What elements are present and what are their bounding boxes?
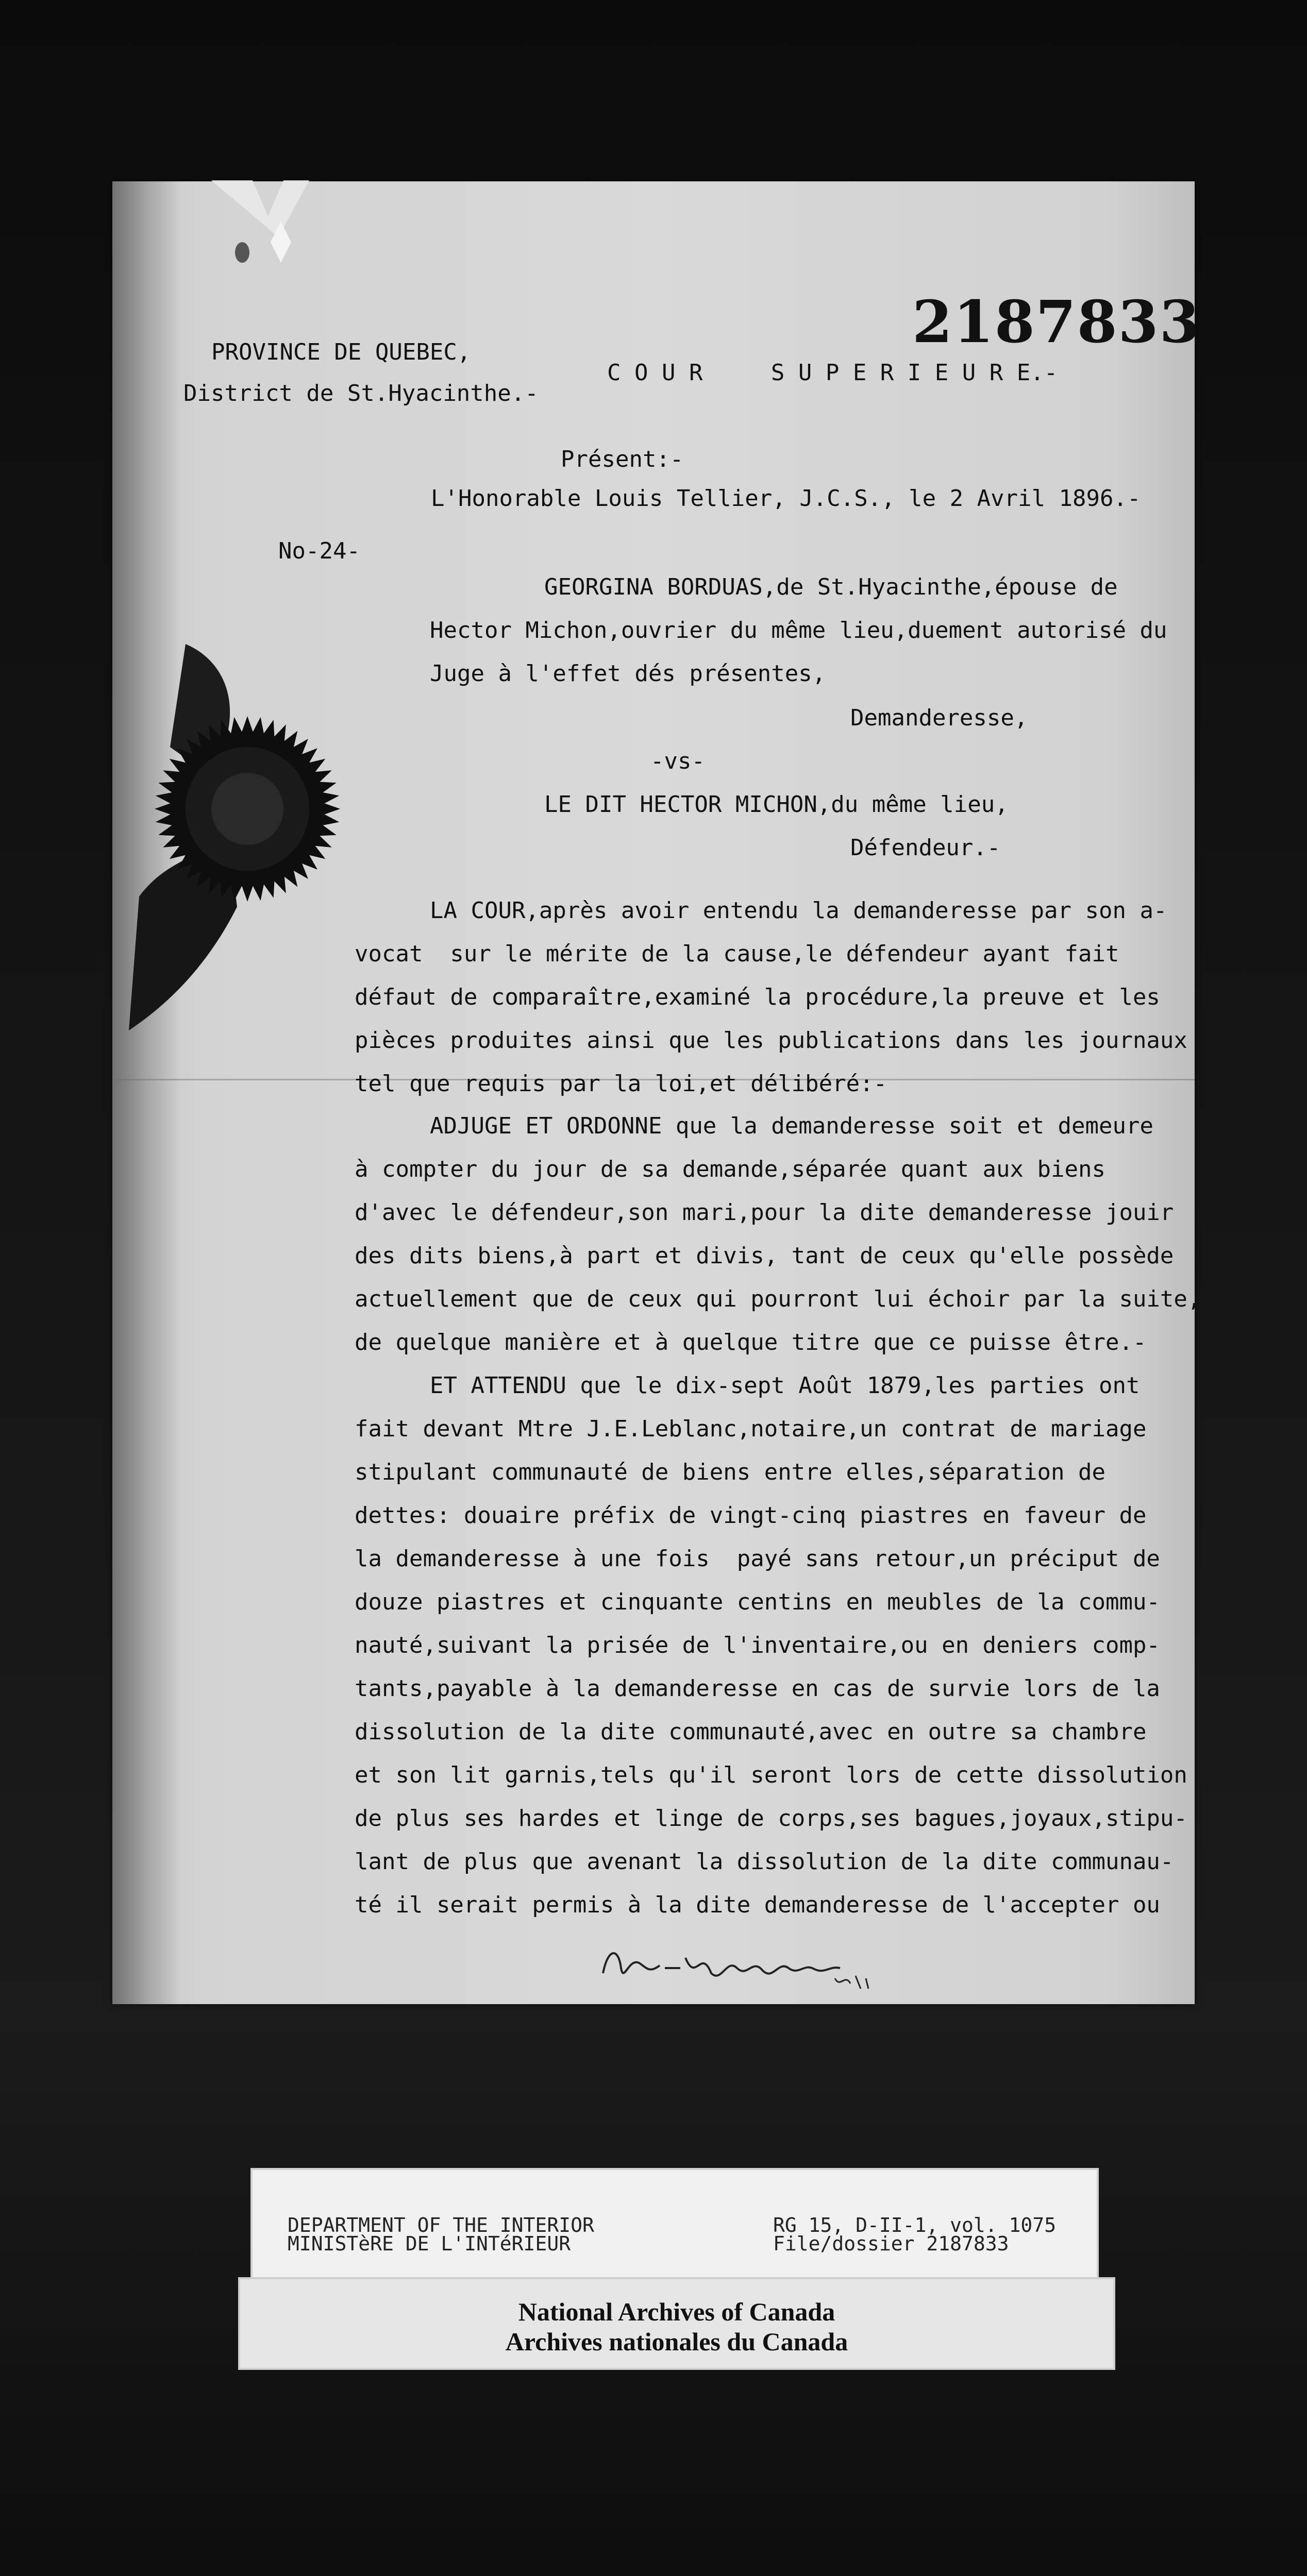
body-line: tants,payable à la demanderesse en cas de survie lors de la (355, 1675, 1160, 1702)
party-line-3: Juge à l'effet dés présentes, (430, 660, 826, 687)
body-line: nauté,suivant la prisée de l'inventaire,ou en deniers comp- (355, 1632, 1160, 1658)
handwritten-signature (598, 1937, 928, 1994)
record-group-reference: RG 15, D-II-1, vol. 1075 (773, 2214, 1057, 2236)
body-line: la demanderesse à une fois payé sans retour,un préciput de (355, 1546, 1160, 1572)
body-line: à compter du jour de sa demande,séparée quant aux biens (355, 1156, 1105, 1182)
body-line: stipulant communauté de biens entre elles,séparation de (355, 1459, 1105, 1485)
body-line: té il serait permis à la dite demanderesse de l'accepter ou (355, 1892, 1160, 1918)
body-line: vocat sur le mérite de la cause,le défendeur ayant fait (355, 941, 1119, 967)
body-line: de quelque manière et à quelque titre que ce puisse être.- (355, 1329, 1147, 1355)
party-line-2: Hector Michon,ouvrier du même lieu,duement autorisé du (430, 617, 1167, 643)
file-reference: File/dossier 2187833 (773, 2232, 1009, 2255)
body-line: douze piastres et cinquante centins en meubles de la commu- (355, 1589, 1160, 1615)
body-line: des dits biens,à part et divis, tant de ceux qu'elle possède (355, 1243, 1174, 1269)
body-line: lant de plus que avenant la dissolution de la dite communau- (355, 1849, 1174, 1875)
province-header: PROVINCE DE QUEBEC, (211, 339, 471, 365)
page-binding-shadow (112, 181, 179, 2004)
district-header: District de St.Hyacinthe.- (183, 380, 539, 406)
archives-name-label (238, 2277, 1115, 2370)
body-line: LA COUR,après avoir entendu la demanderesse par son a- (430, 897, 1167, 924)
plaintiff-label: Demanderesse, (850, 705, 1028, 731)
archives-name-fr: Archives nationales du Canada (505, 2327, 848, 2356)
defendant-label: Défendeur.- (850, 835, 1001, 861)
archives-name-en: National Archives of Canada (518, 2297, 835, 2326)
body-line: de plus ses hardes et linge de corps,ses bagues,joyaux,stipu- (355, 1805, 1187, 1832)
case-number: No-24- (278, 538, 360, 564)
body-line: dettes: douaire préfix de vingt-cinq piastres en faveur de (355, 1502, 1147, 1529)
body-line: dissolution de la dite communauté,avec en outre sa chambre (355, 1719, 1147, 1745)
body-line: actuellement que de ceux qui pourront lui échoir par la suite, (355, 1286, 1201, 1312)
body-line: ET ATTENDU que le dix-sept Août 1879,les parties ont (430, 1372, 1140, 1399)
body-line: d'avec le défendeur,son mari,pour la dite demanderesse jouir (355, 1199, 1174, 1226)
ribbon-tape-image (206, 180, 314, 273)
body-line: ADJUGE ET ORDONNE que la demanderesse soit et demeure (430, 1113, 1153, 1139)
body-line: défaut de comparaître,examiné la procédure,la preuve et les (355, 984, 1160, 1010)
body-line: fait devant Mtre J.E.Leblanc,notaire,un contrat de mariage (355, 1416, 1147, 1442)
defendant-line: LE DIT HECTOR MICHON,du même lieu, (544, 791, 1009, 818)
party-line-1: GEORGINA BORDUAS,de St.Hyacinthe,épouse de (544, 574, 1118, 600)
body-line: et son lit garnis,tels qu'il seront lors de cette dissolution (355, 1762, 1187, 1788)
versus-label: -vs- (650, 748, 705, 774)
file-number-stamp: 2187833 (912, 289, 1201, 356)
judge-line: L'Honorable Louis Tellier, J.C.S., le 2 Avril 1896.- (431, 485, 1141, 512)
body-line: pièces produites ainsi que les publications dans les journaux (355, 1027, 1187, 1054)
court-title: C O U R S U P E R I E U R E.- (607, 360, 1058, 386)
archive-reference-label (250, 2168, 1099, 2279)
department-en: DEPARTMENT OF THE INTERIOR (288, 2214, 594, 2236)
department-fr: MINISTèRE DE L'INTéRIEUR (288, 2232, 571, 2255)
present-label: Présent:- (561, 446, 684, 472)
body-line: tel que requis par la loi,et délibéré:- (355, 1071, 887, 1097)
wax-seal-image (108, 639, 376, 1030)
